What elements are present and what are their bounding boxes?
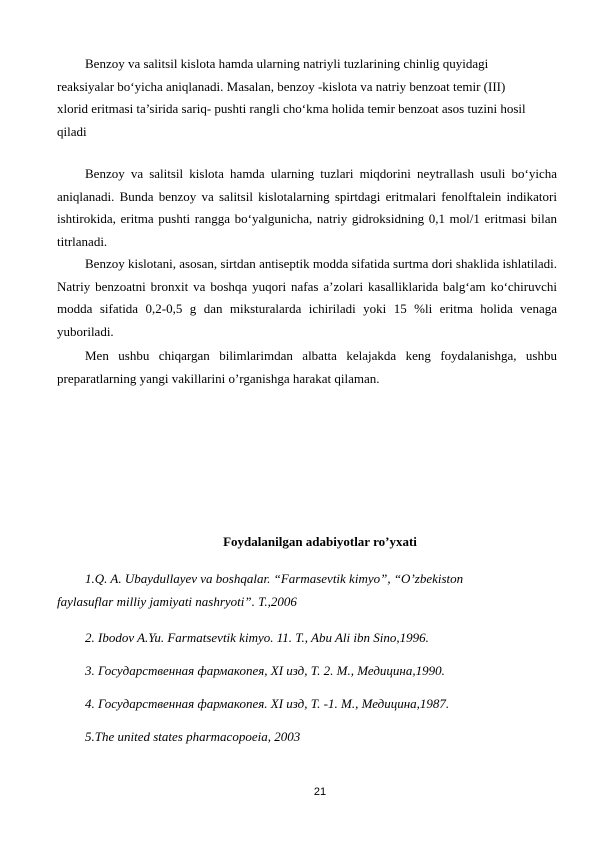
body-paragraph: Benzoy kislotani, asosan, sirtdan antiseptik modda sifatida surtma dori shaklida ishlatiladi. Natriy benzoatni bronxit va boshqa yuqori nafas a’zolari kasalliklarida balg‘am ko‘chiruvchi modda sifatida 0,2-0,5 g dan miksturalarda ichiriladi yoki 15 %li eritma holida venaga yuboriladi. <box>57 256 557 339</box>
page-number: 21 <box>313 786 327 798</box>
reference-item: 3. Государственная фармакопея, XI изд, Т. 2. М., Медицина,1990. <box>85 663 445 678</box>
reference-item: 5.The united states pharmacopoeia, 2003 <box>85 729 301 744</box>
reference-item: 4. Государственная фармакопея. XI изд, Т. -1. М., Медицина,1987. <box>85 696 450 711</box>
body-paragraph: Men ushbu chiqargan bilimlarimdan albatta kelajakda keng foydalanishga, ushbu preparatlarning yangi vakillarini o’rganishga harakat qilaman. <box>57 348 557 386</box>
reference-item: 1.Q. A. Ubaydullayev va boshqalar. “Farmasevtik kimyo”, “O’zbekiston faylasuflar milliy jamiyati nashryoti”. T.,2006 <box>57 571 464 609</box>
references-heading: Foydalanilgan adabiyotlar ro’yxati <box>223 534 417 549</box>
body-paragraph: Benzoy va salitsil kislota hamda ularning tuzlari miqdorini neytrallash usuli bo‘yicha aniqlanadi. Bunda benzoy va salitsil kislotalarning spirtdagi eritmalari fenolftalein indikatori ishtirokida, eritma pushti rangga bo‘yalgunicha, natriy gidroksidning 0,1 mol/1 eritmasi bilan titrlanadi. <box>57 166 557 249</box>
intro-paragraph: Benzoy va salitsil kislota hamda ularning natriyli tuzlarining chinlig quyidagi reaksiyalar bo‘yicha aniqlanadi. Masalan, benzoy -kislota va natriy benzoat temir (III) xlorid eritmasi ta’sirida sariq- pushti rangli cho‘kma holida temir benzoat asos tuzini hosil qiladi <box>57 56 526 139</box>
reference-item: 2. Ibodov A.Yu. Farmatsevtik kimyo. 11. T., Abu Ali ibn Sino,1996. <box>85 630 429 645</box>
